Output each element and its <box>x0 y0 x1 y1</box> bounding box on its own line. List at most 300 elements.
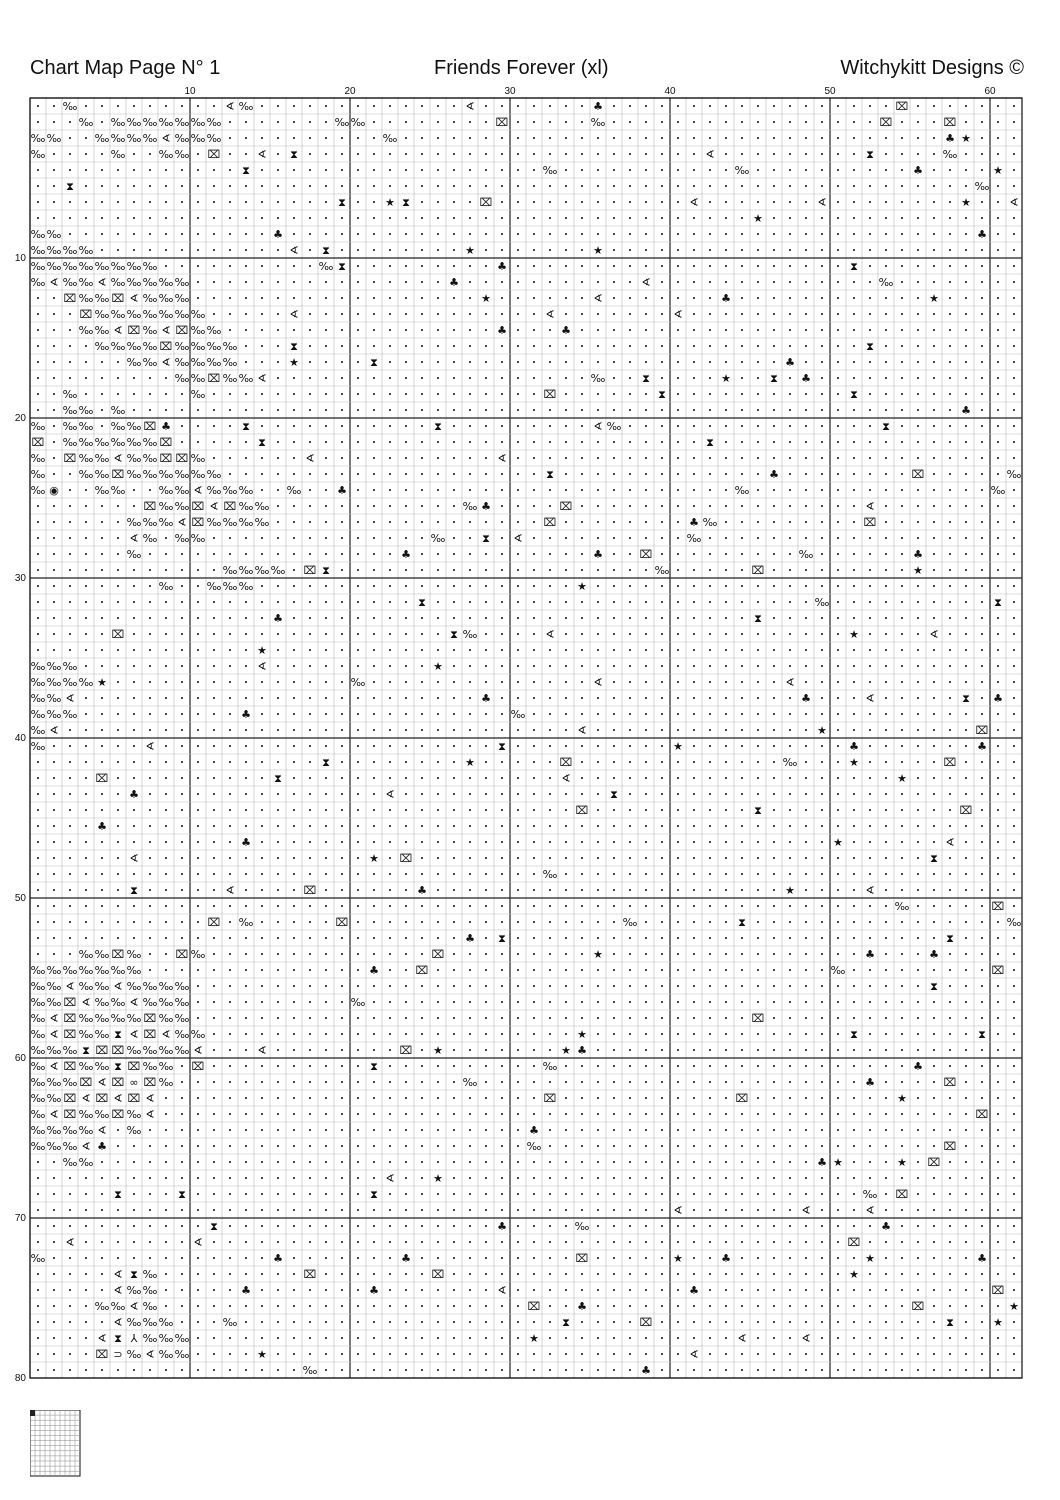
stitch-empty-dot <box>517 1065 519 1067</box>
stitch-empty-dot <box>421 921 423 923</box>
stitch-empty-dot <box>981 1145 983 1147</box>
stitch-empty-dot <box>341 521 343 523</box>
stitch-symbol: ⌧ <box>991 1284 1005 1297</box>
stitch-symbol: ⧗ <box>562 1316 570 1329</box>
stitch-empty-dot <box>597 361 599 363</box>
stitch-empty-dot <box>917 1193 919 1195</box>
stitch-empty-dot <box>517 297 519 299</box>
stitch-symbol: ∢ <box>577 724 587 737</box>
stitch-empty-dot <box>453 1225 455 1227</box>
stitch-symbol: ⌧ <box>95 1092 109 1105</box>
stitch-symbol: ★ <box>961 196 971 209</box>
stitch-empty-dot <box>725 185 727 187</box>
stitch-empty-dot <box>581 425 583 427</box>
stitch-empty-dot <box>53 1193 55 1195</box>
stitch-empty-dot <box>1013 569 1015 571</box>
stitch-empty-dot <box>709 281 711 283</box>
stitch-empty-dot <box>885 1321 887 1323</box>
stitch-empty-dot <box>837 569 839 571</box>
stitch-empty-dot <box>565 265 567 267</box>
stitch-empty-dot <box>549 617 551 619</box>
stitch-empty-dot <box>629 969 631 971</box>
stitch-symbol: ‰ <box>78 1028 94 1041</box>
stitch-symbol: ‰ <box>46 692 62 705</box>
stitch-empty-dot <box>437 313 439 315</box>
stitch-empty-dot <box>533 1177 535 1179</box>
stitch-empty-dot <box>757 681 759 683</box>
stitch-empty-dot <box>293 1177 295 1179</box>
stitch-empty-dot <box>245 633 247 635</box>
stitch-empty-dot <box>85 537 87 539</box>
stitch-empty-dot <box>437 521 439 523</box>
stitch-empty-dot <box>485 345 487 347</box>
stitch-empty-dot <box>661 409 663 411</box>
stitch-empty-dot <box>981 361 983 363</box>
stitch-empty-dot <box>373 1017 375 1019</box>
stitch-symbol: ⧗ <box>450 628 458 641</box>
stitch-empty-dot <box>373 265 375 267</box>
stitch-empty-dot <box>613 761 615 763</box>
stitch-empty-dot <box>709 665 711 667</box>
stitch-empty-dot <box>629 1273 631 1275</box>
stitch-empty-dot <box>245 329 247 331</box>
stitch-empty-dot <box>613 937 615 939</box>
stitch-empty-dot <box>357 841 359 843</box>
stitch-empty-dot <box>597 761 599 763</box>
stitch-empty-dot <box>149 905 151 907</box>
stitch-empty-dot <box>981 553 983 555</box>
stitch-symbol: ‰ <box>126 1044 142 1057</box>
stitch-empty-dot <box>837 1241 839 1243</box>
stitch-empty-dot <box>101 201 103 203</box>
stitch-symbol: ‰ <box>46 964 62 977</box>
stitch-empty-dot <box>165 857 167 859</box>
stitch-empty-dot <box>197 633 199 635</box>
stitch-empty-dot <box>437 505 439 507</box>
stitch-empty-dot <box>197 425 199 427</box>
stitch-symbol: ‰ <box>94 260 110 273</box>
stitch-empty-dot <box>485 153 487 155</box>
stitch-empty-dot <box>725 425 727 427</box>
stitch-empty-dot <box>293 201 295 203</box>
stitch-empty-dot <box>709 761 711 763</box>
stitch-empty-dot <box>997 857 999 859</box>
stitch-empty-dot <box>869 777 871 779</box>
stitch-empty-dot <box>597 1305 599 1307</box>
stitch-empty-dot <box>197 1097 199 1099</box>
stitch-empty-dot <box>693 489 695 491</box>
stitch-empty-dot <box>997 713 999 715</box>
stitch-empty-dot <box>421 1177 423 1179</box>
stitch-empty-dot <box>213 1305 215 1307</box>
stitch-empty-dot <box>213 313 215 315</box>
stitch-empty-dot <box>405 217 407 219</box>
stitch-empty-dot <box>821 761 823 763</box>
stitch-empty-dot <box>309 1145 311 1147</box>
stitch-empty-dot <box>677 137 679 139</box>
stitch-empty-dot <box>773 441 775 443</box>
stitch-empty-dot <box>469 809 471 811</box>
stitch-empty-dot <box>821 953 823 955</box>
stitch-empty-dot <box>261 1321 263 1323</box>
stitch-empty-dot <box>373 489 375 491</box>
stitch-empty-dot <box>325 1145 327 1147</box>
stitch-empty-dot <box>741 1049 743 1051</box>
stitch-symbol: ‰ <box>46 1076 62 1089</box>
stitch-empty-dot <box>773 329 775 331</box>
stitch-empty-dot <box>325 713 327 715</box>
stitch-empty-dot <box>501 185 503 187</box>
stitch-empty-dot <box>453 105 455 107</box>
stitch-empty-dot <box>725 1273 727 1275</box>
stitch-symbol: ‰ <box>142 132 158 145</box>
stitch-empty-dot <box>245 1321 247 1323</box>
stitch-symbol: ‰ <box>30 420 46 433</box>
stitch-symbol: ⧗ <box>930 852 938 865</box>
stitch-empty-dot <box>773 777 775 779</box>
stitch-empty-dot <box>661 1257 663 1259</box>
stitch-empty-dot <box>341 1113 343 1115</box>
stitch-empty-dot <box>293 1273 295 1275</box>
stitch-empty-dot <box>213 233 215 235</box>
stitch-empty-dot <box>373 105 375 107</box>
stitch-empty-dot <box>85 569 87 571</box>
stitch-empty-dot <box>741 569 743 571</box>
stitch-empty-dot <box>485 1225 487 1227</box>
stitch-empty-dot <box>997 889 999 891</box>
stitch-empty-dot <box>629 857 631 859</box>
stitch-empty-dot <box>69 521 71 523</box>
stitch-empty-dot <box>725 617 727 619</box>
stitch-empty-dot <box>629 665 631 667</box>
stitch-empty-dot <box>149 1209 151 1211</box>
stitch-empty-dot <box>133 905 135 907</box>
stitch-empty-dot <box>757 105 759 107</box>
stitch-empty-dot <box>53 377 55 379</box>
stitch-empty-dot <box>629 681 631 683</box>
stitch-empty-dot <box>389 1081 391 1083</box>
stitch-empty-dot <box>965 601 967 603</box>
stitch-empty-dot <box>693 729 695 731</box>
stitch-empty-dot <box>613 1097 615 1099</box>
stitch-empty-dot <box>485 649 487 651</box>
stitch-empty-dot <box>629 329 631 331</box>
stitch-empty-dot <box>501 553 503 555</box>
stitch-empty-dot <box>517 601 519 603</box>
stitch-empty-dot <box>725 1097 727 1099</box>
stitch-empty-dot <box>965 1177 967 1179</box>
stitch-empty-dot <box>261 345 263 347</box>
stitch-empty-dot <box>629 1033 631 1035</box>
stitch-empty-dot <box>37 201 39 203</box>
stitch-symbol: ⌧ <box>879 116 893 129</box>
stitch-empty-dot <box>293 857 295 859</box>
stitch-empty-dot <box>661 841 663 843</box>
stitch-empty-dot <box>757 137 759 139</box>
stitch-empty-dot <box>533 185 535 187</box>
stitch-symbol: ♣ <box>481 500 491 513</box>
stitch-symbol: ⌧ <box>111 628 125 641</box>
stitch-empty-dot <box>741 409 743 411</box>
stitch-empty-dot <box>485 265 487 267</box>
stitch-empty-dot <box>261 1257 263 1259</box>
stitch-empty-dot <box>117 1177 119 1179</box>
stitch-empty-dot <box>101 553 103 555</box>
stitch-empty-dot <box>805 441 807 443</box>
stitch-empty-dot <box>373 1209 375 1211</box>
stitch-empty-dot <box>917 601 919 603</box>
stitch-empty-dot <box>965 1161 967 1163</box>
stitch-empty-dot <box>645 1017 647 1019</box>
stitch-empty-dot <box>677 281 679 283</box>
stitch-empty-dot <box>853 297 855 299</box>
stitch-empty-dot <box>613 329 615 331</box>
stitch-empty-dot <box>517 1145 519 1147</box>
stitch-empty-dot <box>229 425 231 427</box>
stitch-empty-dot <box>965 1081 967 1083</box>
stitch-empty-dot <box>341 777 343 779</box>
stitch-empty-dot <box>645 249 647 251</box>
stitch-empty-dot <box>629 585 631 587</box>
stitch-empty-dot <box>53 441 55 443</box>
stitch-empty-dot <box>277 329 279 331</box>
stitch-symbol: ⌧ <box>63 1060 77 1073</box>
stitch-empty-dot <box>213 969 215 971</box>
stitch-empty-dot <box>229 313 231 315</box>
stitch-empty-dot <box>197 201 199 203</box>
stitch-empty-dot <box>853 777 855 779</box>
stitch-empty-dot <box>517 377 519 379</box>
stitch-empty-dot <box>629 569 631 571</box>
stitch-empty-dot <box>421 1305 423 1307</box>
stitch-empty-dot <box>837 457 839 459</box>
stitch-empty-dot <box>837 633 839 635</box>
stitch-empty-dot <box>213 1209 215 1211</box>
stitch-empty-dot <box>405 1273 407 1275</box>
stitch-empty-dot <box>789 537 791 539</box>
stitch-empty-dot <box>853 233 855 235</box>
stitch-empty-dot <box>853 1209 855 1211</box>
stitch-empty-dot <box>805 681 807 683</box>
stitch-empty-dot <box>421 585 423 587</box>
stitch-empty-dot <box>981 1209 983 1211</box>
stitch-empty-dot <box>725 809 727 811</box>
stitch-empty-dot <box>453 473 455 475</box>
stitch-empty-dot <box>565 1241 567 1243</box>
stitch-empty-dot <box>917 313 919 315</box>
stitch-empty-dot <box>453 905 455 907</box>
stitch-empty-dot <box>245 1049 247 1051</box>
stitch-empty-dot <box>469 665 471 667</box>
stitch-empty-dot <box>565 137 567 139</box>
stitch-empty-dot <box>965 521 967 523</box>
stitch-empty-dot <box>405 873 407 875</box>
stitch-empty-dot <box>613 713 615 715</box>
row-label: 40 <box>14 733 26 744</box>
stitch-empty-dot <box>325 1209 327 1211</box>
stitch-empty-dot <box>725 457 727 459</box>
stitch-empty-dot <box>293 825 295 827</box>
stitch-empty-dot <box>645 873 647 875</box>
stitch-empty-dot <box>965 473 967 475</box>
stitch-symbol: ‰ <box>30 1012 46 1025</box>
stitch-empty-dot <box>485 105 487 107</box>
stitch-empty-dot <box>453 665 455 667</box>
stitch-symbol: ‰ <box>814 596 830 609</box>
stitch-empty-dot <box>629 873 631 875</box>
stitch-empty-dot <box>181 825 183 827</box>
stitch-empty-dot <box>501 1321 503 1323</box>
stitch-empty-dot <box>565 745 567 747</box>
stitch-empty-dot <box>469 1001 471 1003</box>
stitch-empty-dot <box>773 553 775 555</box>
stitch-empty-dot <box>805 937 807 939</box>
stitch-empty-dot <box>213 569 215 571</box>
stitch-empty-dot <box>645 889 647 891</box>
stitch-empty-dot <box>453 617 455 619</box>
stitch-empty-dot <box>213 105 215 107</box>
stitch-empty-dot <box>213 265 215 267</box>
stitch-empty-dot <box>181 553 183 555</box>
stitch-empty-dot <box>373 217 375 219</box>
stitch-empty-dot <box>533 857 535 859</box>
stitch-empty-dot <box>181 1273 183 1275</box>
stitch-empty-dot <box>325 457 327 459</box>
stitch-empty-dot <box>213 601 215 603</box>
stitch-symbol: ∢ <box>65 1236 75 1249</box>
stitch-symbol: ‰ <box>46 676 62 689</box>
stitch-empty-dot <box>325 1017 327 1019</box>
stitch-empty-dot <box>501 1017 503 1019</box>
stitch-empty-dot <box>1013 217 1015 219</box>
stitch-empty-dot <box>37 617 39 619</box>
stitch-symbol: ♣ <box>929 948 939 961</box>
stitch-empty-dot <box>501 905 503 907</box>
stitch-empty-dot <box>1013 1097 1015 1099</box>
stitch-empty-dot <box>821 409 823 411</box>
stitch-empty-dot <box>693 601 695 603</box>
stitch-empty-dot <box>773 841 775 843</box>
stitch-empty-dot <box>309 985 311 987</box>
stitch-empty-dot <box>997 1241 999 1243</box>
stitch-empty-dot <box>597 745 599 747</box>
stitch-empty-dot <box>357 953 359 955</box>
stitch-empty-dot <box>261 185 263 187</box>
stitch-empty-dot <box>981 1273 983 1275</box>
stitch-empty-dot <box>805 1225 807 1227</box>
stitch-empty-dot <box>245 473 247 475</box>
stitch-empty-dot <box>725 697 727 699</box>
stitch-empty-dot <box>37 585 39 587</box>
stitch-symbol: ‰ <box>30 708 46 721</box>
stitch-symbol: ‰ <box>78 964 94 977</box>
stitch-symbol: ⧗ <box>66 180 74 193</box>
stitch-empty-dot <box>149 937 151 939</box>
stitch-symbol: ‰ <box>174 980 190 993</box>
stitch-empty-dot <box>405 345 407 347</box>
stitch-symbol: ‰ <box>46 980 62 993</box>
stitch-symbol: ★ <box>97 676 107 689</box>
stitch-empty-dot <box>933 601 935 603</box>
stitch-empty-dot <box>1013 1209 1015 1211</box>
stitch-empty-dot <box>53 889 55 891</box>
stitch-empty-dot <box>165 201 167 203</box>
stitch-empty-dot <box>901 537 903 539</box>
stitch-empty-dot <box>997 217 999 219</box>
stitch-empty-dot <box>437 937 439 939</box>
stitch-empty-dot <box>709 217 711 219</box>
stitch-empty-dot <box>693 233 695 235</box>
stitch-empty-dot <box>613 825 615 827</box>
stitch-symbol: ‰ <box>222 1316 238 1329</box>
stitch-empty-dot <box>293 329 295 331</box>
stitch-empty-dot <box>149 377 151 379</box>
stitch-symbol: ⌧ <box>143 420 157 433</box>
stitch-empty-dot <box>469 681 471 683</box>
stitch-empty-dot <box>437 857 439 859</box>
stitch-empty-dot <box>277 825 279 827</box>
stitch-empty-dot <box>565 1305 567 1307</box>
stitch-empty-dot <box>341 1001 343 1003</box>
stitch-empty-dot <box>581 121 583 123</box>
stitch-empty-dot <box>261 393 263 395</box>
stitch-empty-dot <box>949 649 951 651</box>
stitch-empty-dot <box>821 1305 823 1307</box>
stitch-empty-dot <box>901 601 903 603</box>
stitch-empty-dot <box>309 937 311 939</box>
stitch-empty-dot <box>85 1241 87 1243</box>
stitch-empty-dot <box>325 985 327 987</box>
stitch-empty-dot <box>453 841 455 843</box>
stitch-empty-dot <box>69 121 71 123</box>
stitch-empty-dot <box>309 409 311 411</box>
stitch-empty-dot <box>453 1001 455 1003</box>
stitch-empty-dot <box>693 457 695 459</box>
stitch-empty-dot <box>437 377 439 379</box>
stitch-empty-dot <box>549 281 551 283</box>
stitch-empty-dot <box>373 745 375 747</box>
stitch-empty-dot <box>261 1113 263 1115</box>
stitch-empty-dot <box>533 793 535 795</box>
stitch-empty-dot <box>741 1193 743 1195</box>
stitch-symbol: ⌧ <box>495 116 509 129</box>
stitch-empty-dot <box>805 665 807 667</box>
stitch-empty-dot <box>837 713 839 715</box>
stitch-empty-dot <box>725 1225 727 1227</box>
stitch-empty-dot <box>549 761 551 763</box>
stitch-symbol: ⧗ <box>130 1268 138 1281</box>
stitch-symbol: ♣ <box>401 1252 411 1265</box>
stitch-empty-dot <box>949 633 951 635</box>
stitch-empty-dot <box>773 393 775 395</box>
stitch-empty-dot <box>565 1145 567 1147</box>
stitch-empty-dot <box>549 921 551 923</box>
stitch-empty-dot <box>885 1177 887 1179</box>
stitch-empty-dot <box>357 265 359 267</box>
stitch-symbol: ‰ <box>158 1060 174 1073</box>
stitch-empty-dot <box>501 617 503 619</box>
stitch-empty-dot <box>485 1273 487 1275</box>
stitch-empty-dot <box>885 729 887 731</box>
stitch-empty-dot <box>421 297 423 299</box>
stitch-empty-dot <box>821 1097 823 1099</box>
stitch-symbol: ‰ <box>126 548 142 561</box>
stitch-empty-dot <box>725 857 727 859</box>
stitch-empty-dot <box>245 137 247 139</box>
stitch-empty-dot <box>821 633 823 635</box>
stitch-empty-dot <box>389 649 391 651</box>
stitch-empty-dot <box>901 1225 903 1227</box>
